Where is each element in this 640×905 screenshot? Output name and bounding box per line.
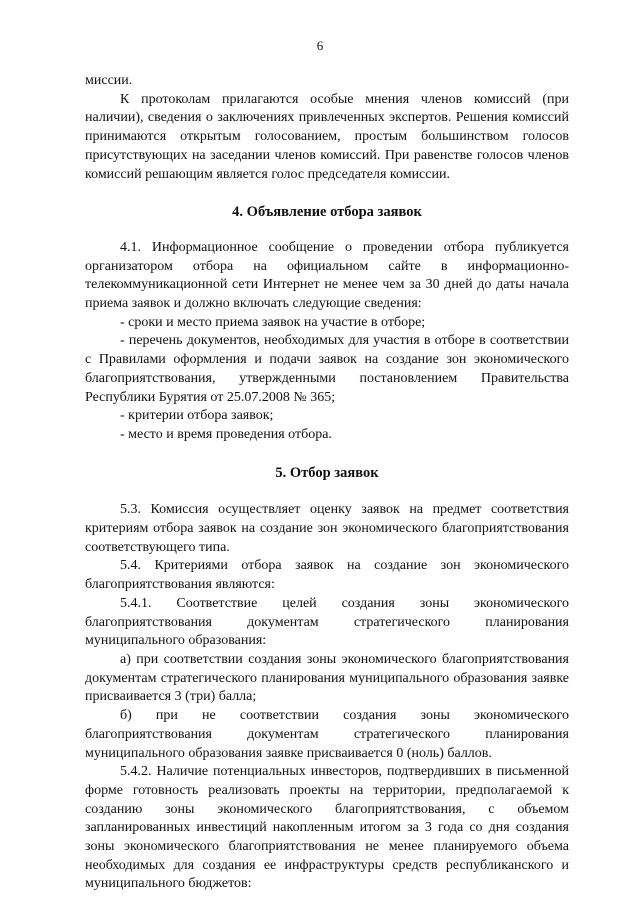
paragraph-item-a: а) при соответствии создания зоны экономического благоприятствования документам стратегического планирования муниципального образования заявке присваивается 3 (три) балла;	[85, 651, 569, 705]
list-item: - перечень документов, необходимых для участия в отборе в соответствии с Правилами оформления и подачи заявок на создание зон экономического благоприятствования, утвержденными постановлением Правительства Республики Бурятия от 25.07.2008 № 365;	[85, 333, 569, 405]
section-5-heading: 5. Отбор заявок	[275, 464, 379, 481]
list-item: - сроки и место приема заявок на участие в отборе;	[120, 314, 426, 330]
page-number: 6	[316, 38, 324, 53]
paragraph-continuation: миссии.	[85, 73, 133, 88]
paragraph-5-3: 5.3. Комиссия осуществляет оценку заявок на предмет соответствия критериям отбора заявок на создание зон экономического благоприятствования соответствующего типа.	[85, 502, 569, 555]
paragraph-item-b: б) при не соответствии создания зоны экономического благоприятствования документам стратегического планирования муниципального образования заявке присваивается 0 (ноль) баллов.	[85, 708, 569, 761]
paragraph-4-1: 4.1. Информационное сообщение о проведении отбора публикуется организатором отбора на официальном сайте в информационно-телекоммуникационной сети Интернет не менее чем за 30 дней до даты начала приема заявок и должно включать следующие сведения:	[85, 239, 569, 312]
list-item: - место и время проведения отбора.	[120, 426, 332, 442]
paragraph-5-4-2: 5.4.2. Наличие потенциальных инвесторов, подтвердивших в письменной форме готовность реализовать проекты на территории, предполагаемой к созданию зоны экономического благоприятствования, с объемом запланированных инвестиций накопленным итогом за 3 года со дня создания зоны экономического благоприятствования не менее планируемого объема необходимых для создания ее инфраструктуры средств республиканского и муниципального бюджетов:	[85, 764, 569, 892]
paragraph-protocols: К протоколам прилагаются особые мнения членов комиссий (при наличии), сведения о заключениях привлеченных экспертов. Решения комиссий принимаются открытым голосованием, простым большинством голосов присутствующих на заседании членов комиссий. При равенстве голосов членов комиссий решающим является голос председателя комиссии.	[85, 91, 569, 182]
paragraph-5-4-1: 5.4.1. Соответствие целей создания зоны экономического благоприятствования документам стратегического планирования муниципального образования:	[85, 595, 569, 649]
list-item: - критерии отбора заявок;	[120, 408, 274, 424]
section-4-heading: 4. Объявление отбора заявок	[232, 204, 422, 221]
document-body	[85, 72, 569, 894]
paragraph-5-4: 5.4. Критериями отбора заявок на создание зон экономического благоприятствования являются:	[85, 558, 569, 593]
